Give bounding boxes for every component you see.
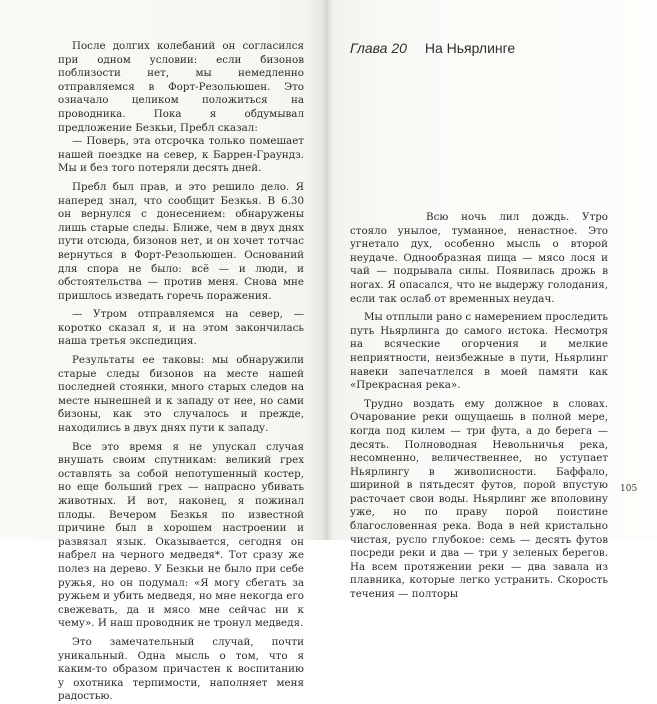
right-paragraph: Трудно воздать ему должное в словах. Очарование реки ощущаешь в полной мере, когда под килем — три фута, а до берега — десять. Полноводная Невольничья река, несомненно, величественнее, но уступает Ньярлингу в живописности. Баффало, шириной в пятьдесят футов, порой впустую расточает свои воды. Ньярлинг же вполовину уже, но по праву порой поистине благословенная река. Вода в ней кристально чистая, русло глубокое: семь — десять футов посреди реки и два — три у зеленых берегов. На всем протяжении реки — два завала из плавника, которые легко устранить. Скорость течения — полторы bbox=[350, 397, 608, 601]
right-paragraph: Мы отплыли рано с намерением проследить путь Ньярлинга до самого истока. Несмотря на всяческие огорчения и мелкие неприятности, неизбежные в пути, Ньярлинг навеки запечатлелся в моей памяти как «Прекрасная река». bbox=[350, 311, 608, 392]
left-paragraph: — Поверь, эта отсрочка только помешает нашей поездке на север, к Баррен-Граундз. Мы и без того потеряли десять дней. bbox=[58, 135, 304, 175]
book-gutter bbox=[322, 0, 332, 540]
left-paragraph: После долгих колебаний он согласился при одном условии: если бизонов поблизости нет, мы немедленно отправляемся в Форт-Резольюшен. Это означало целиком положиться на проводника. Пока я обдумывал предложение Безкьи, Пребл сказал: bbox=[58, 40, 304, 134]
left-paragraph: Пребл был прав, и это решило дело. Я наперед знал, что сообщит Безкья. В 6.30 он вернулся с донесением: обнаружены лишь старые следы. Ближе, чем в двух днях пути отсюда, бизонов нет, и он хочет тотчас вернуться в Форт-Резольюшен. Оснований для спора не было: всё — и люди, и обстоятельства — против меня. Снова мне пришлось изведать горечь поражения. bbox=[58, 180, 304, 302]
right-page-text bbox=[350, 211, 608, 602]
right-paragraph: Всю ночь лил дождь. Утро стояло унылое, туманное, ненастное. Это угнетало дух, особенно мысль о второй неудаче. Однообразная пища — мясо лося и чай — подрывала силы. Появилась дрожь в ногах. Я опасался, что не выдержу голодания, если так ослаб от временных неудач. bbox=[350, 211, 608, 305]
left-paragraph: Это замечательный случай, почти уникальный. Одна мысль о том, что я каким-то образом причастен к воспитанию у охотника терпимости, наполняет меня радостью. bbox=[58, 635, 304, 703]
left-page-text bbox=[58, 40, 304, 704]
chapter-heading bbox=[350, 40, 608, 56]
chapter-label: Глава 20 bbox=[350, 40, 407, 56]
left-paragraph: — Утром отправляемся на север, — коротко сказал я, и на этом закончилась наша третья экспедиция. bbox=[58, 308, 304, 348]
left-paragraph: Все это время я не упускал случая внушать своим спутникам: великий грех оставлять за собой непотушенный костер, но еще больший грех — напрасно убивать животных. И вот, наконец, я пожинал плоды. Вечером Безкья по известной причине был в хорошем настроении и развязал язык. Оказывается, сегодня он набрел на черного медведя*. Тот сразу же полез на дерево. У Безкьи не было при себе ружья, но он подумал: «Я могу сбегать за ружьем и убить медведя, но мне некогда его свежевать, да и мясо мне сейчас ни к чему». И наш проводник не тронул медведя. bbox=[58, 440, 304, 630]
left-paragraph: Результаты ее таковы: мы обнаружили старые следы бизонов на месте нашей последней стоянки, много старых следов на месте нынешней и к западу от нее, но сами бизоны, как это случалось и прежде, находились в двух днях пути к западу. bbox=[58, 354, 304, 435]
page-number: 105 bbox=[620, 484, 638, 494]
chapter-title: На Ньярлинге bbox=[424, 40, 516, 56]
